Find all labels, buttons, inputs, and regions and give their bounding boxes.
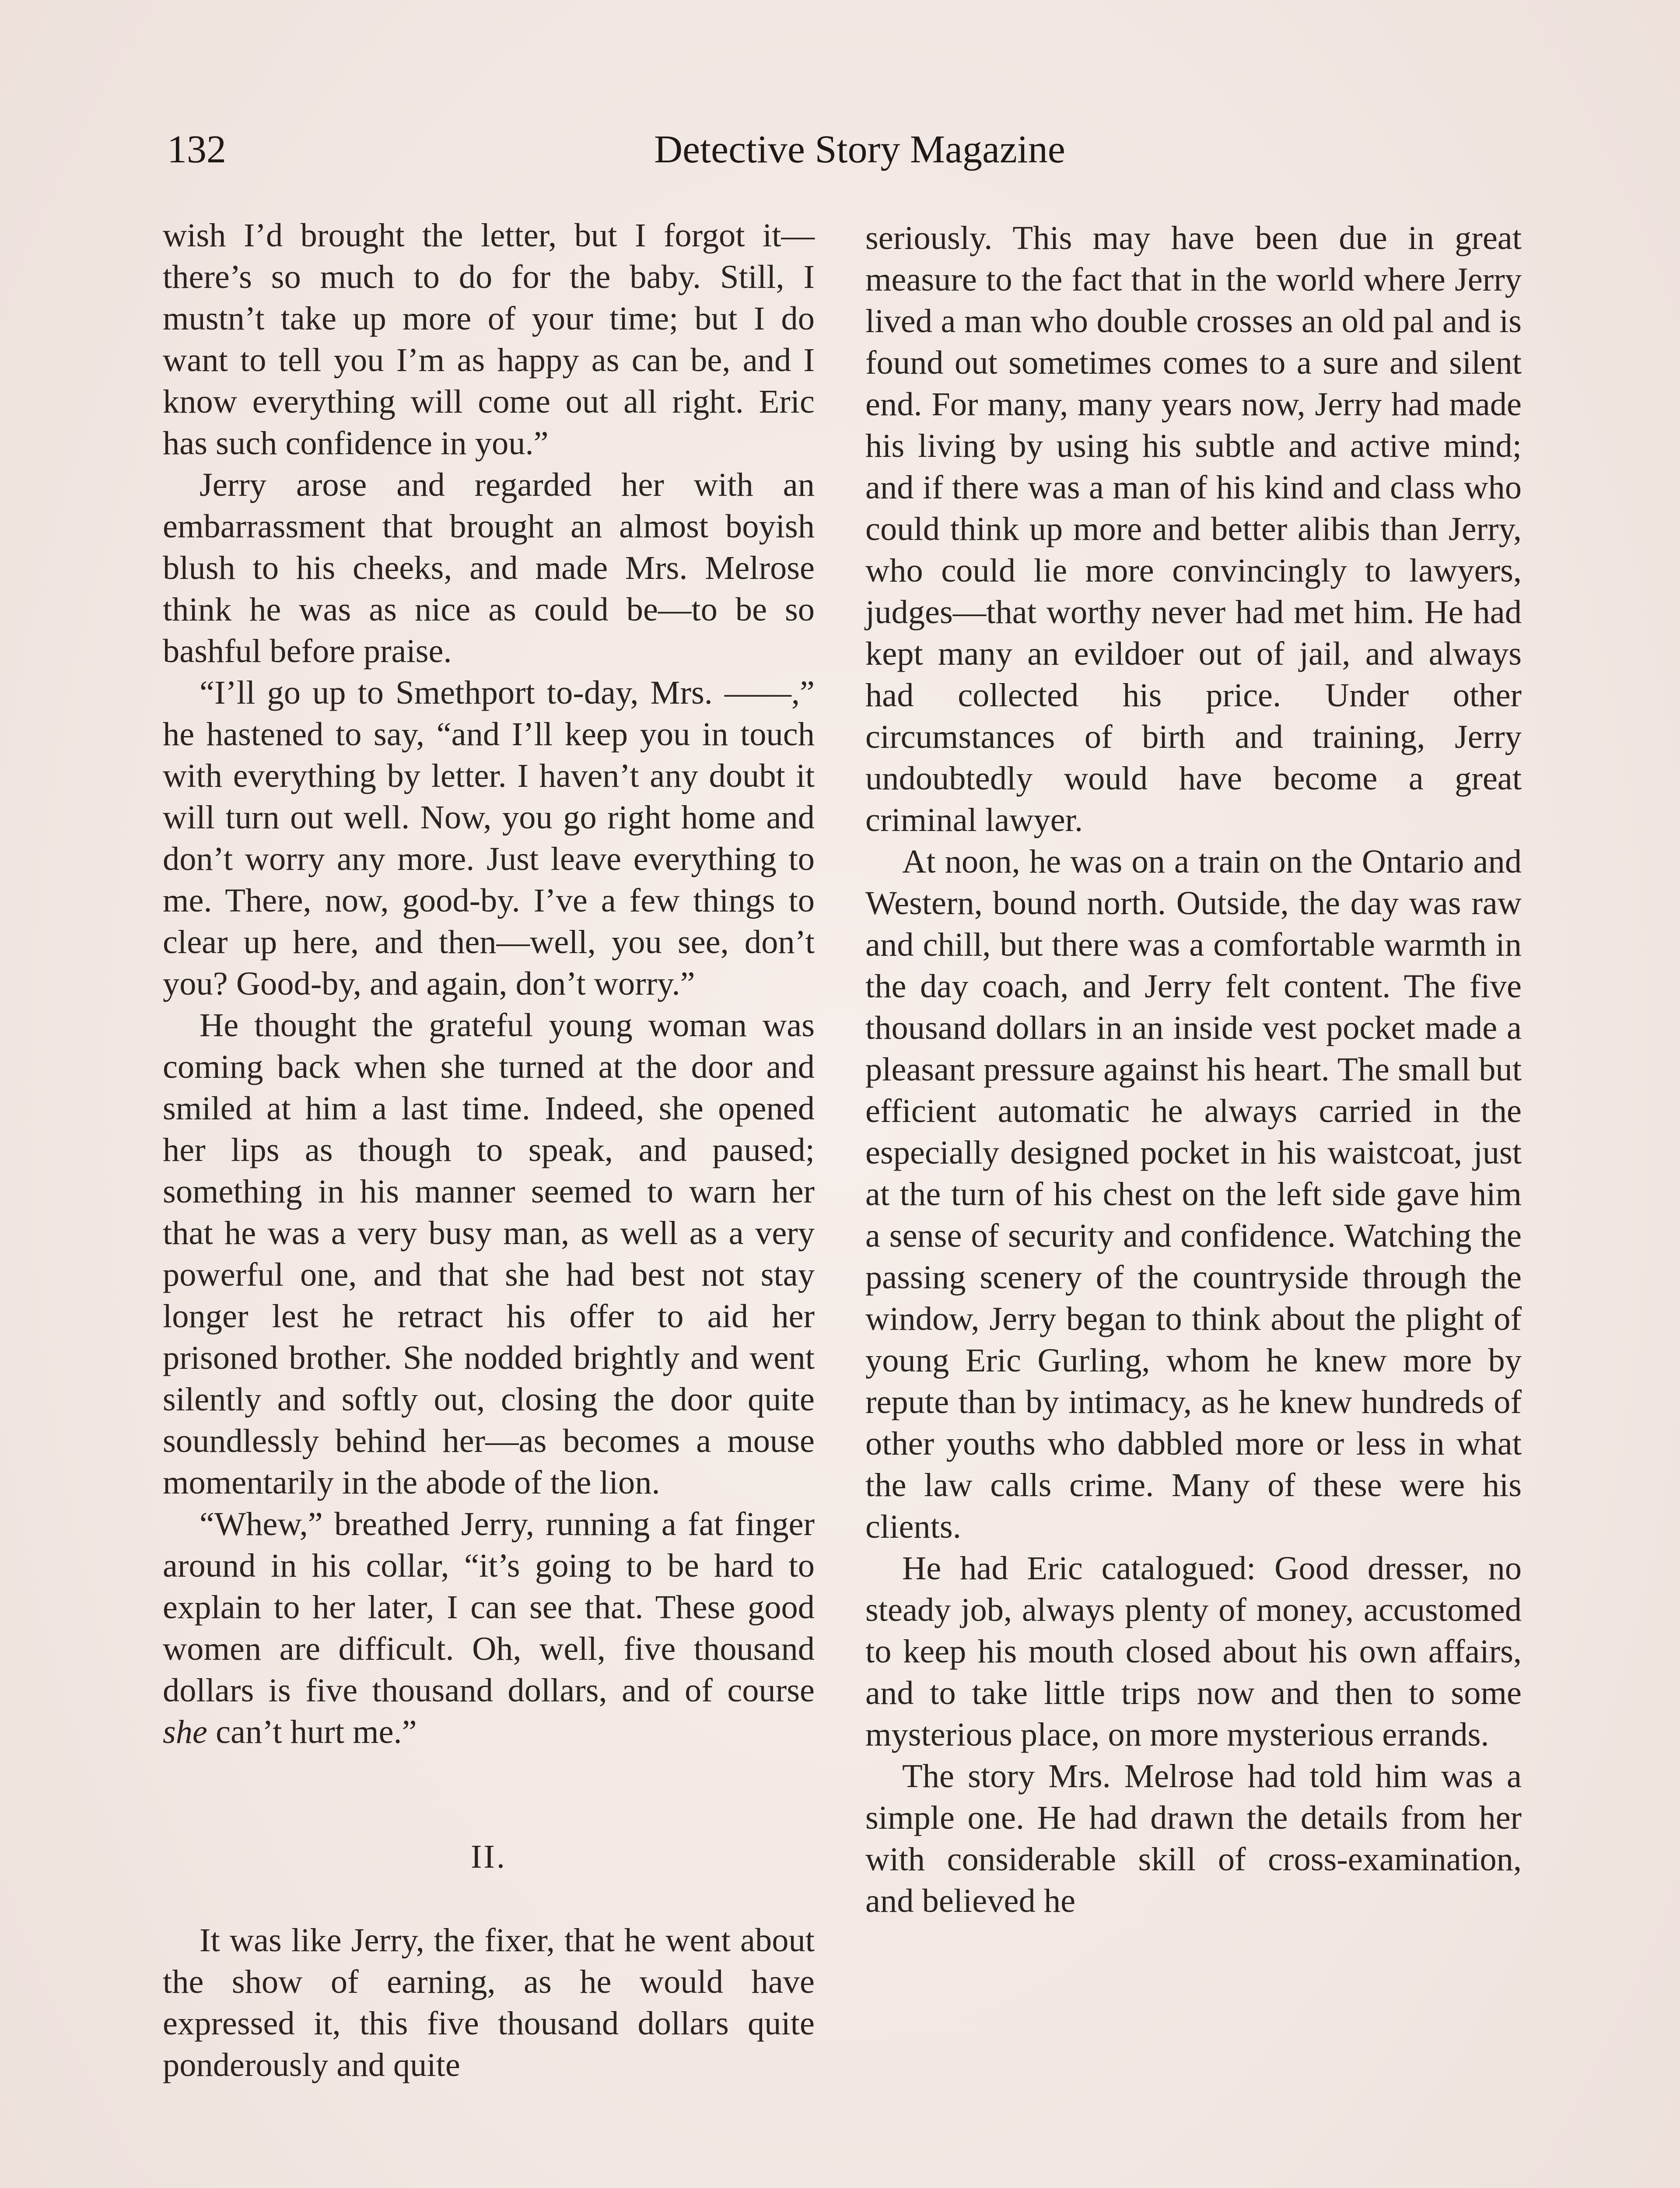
paragraph: [163, 1503, 815, 1753]
paragraph: He thought the grateful young woman was coming back when she turned at the door and smiled at him a last time. Indeed, she opened her lips as though to speak, and paused; something in his manner seemed to warn her that he was a very busy man, as well as a very powerful one, and that she had best not stay longer lest he retract his offer to aid her prisoned brother. She nodded brightly and went silently and softly out, closing the door quite soundlessly behind her—as becomes a mouse momentarily in the abode of the lion.: [163, 1006, 815, 1501]
paragraph: seriously. This may have been due in great measure to the fact that in the world where Jerry lived a man who double crosses an old pal and is found out sometimes comes to a sure and silent end. For many, many years now, Jerry had made his living by using his subtle and active mind; and if there was a man of his kind and class who could think up more and better alibis than Jerry, who could lie more convincingly to lawyers, judges—that worthy never had met him. He had kept many an evildoer out of jail, and always had collected his price. Under other circumstances of birth and training, Jerry undoubtedly would have become a great criminal lawyer.: [865, 219, 1522, 838]
paragraph: Jerry arose and regarded her with an embarrassment that brought an almost boyish blush to his cheeks, and made Mrs. Melrose think he was as nice as could be—to be so bashful before praise.: [163, 466, 815, 670]
left-column: [163, 214, 815, 2086]
paragraph: It was like Jerry, the fixer, that he went about the show of earning, as he would have expressed it, this five thousand dollars quite ponderously and quite: [163, 1922, 815, 2083]
page-number: 132: [167, 128, 226, 171]
paragraph: “I’ll go up to Smethport to-day, Mrs. ——,” he hastened to say, “and I’ll keep you in touch with everything by letter. I haven’t any doubt it will turn out well. Now, you go right home and don’t worry any more. Just leave everything to me. There, now, good-by. I’ve a few things to clear up here, and then—well, you see, don’t you? Good-by, and again, don’t worry.”: [163, 674, 815, 1002]
paragraph-text: “Whew,” breathed Jerry, running a fat finger around in his collar, “it’s going to be hard to explain to her later, I can see that. These good women are difficult. Oh, well, five thousand dollars is five thousand dollars, and of course: [163, 1505, 815, 1709]
paragraph: wish I’d brought the letter, but I forgot it—there’s so much to do for the baby. Still, I mustn’t take up more of your time; but I do want to tell you I’m as happy as can be, and I know everything will come out all right. Eric has such confidence in you.”: [163, 217, 815, 462]
paragraph: He had Eric catalogued: Good dresser, no steady job, always plenty of money, accustomed to keep his mouth closed about his own affairs, and to take little trips now and then to some mysterious place, on more mysterious errands.: [865, 1550, 1522, 1753]
running-title: Detective Story Magazine: [654, 128, 1065, 171]
section-heading: II.: [470, 1838, 507, 1875]
right-column: [865, 217, 1522, 1922]
paragraph: The story Mrs. Melrose had told him was a simple one. He had drawn the details from her with considerable skill of cross-examination, and believed he: [865, 1757, 1522, 1919]
paragraph-text: can’t hurt me.”: [207, 1713, 417, 1750]
emphasis-text: she: [163, 1713, 207, 1750]
paragraph: At noon, he was on a train on the Ontario and Western, bound north. Outside, the day was raw and chill, but there was a comfortable warmth in the day coach, and Jerry felt content. The five thousand dollars in an inside vest pocket made a pleasant pressure against his heart. The small but efficient automatic he always carried in the especially designed pocket in his waistcoat, just at the turn of his chest on the left side gave him a sense of security and confidence. Watching the passing scenery of the countryside through the window, Jerry began to think about the plight of young Eric Gurling, whom he knew more by repute than by intimacy, as he knew hundreds of other youths who dabbled more or less in what the law calls crime. Many of these were his clients.: [865, 843, 1522, 1545]
